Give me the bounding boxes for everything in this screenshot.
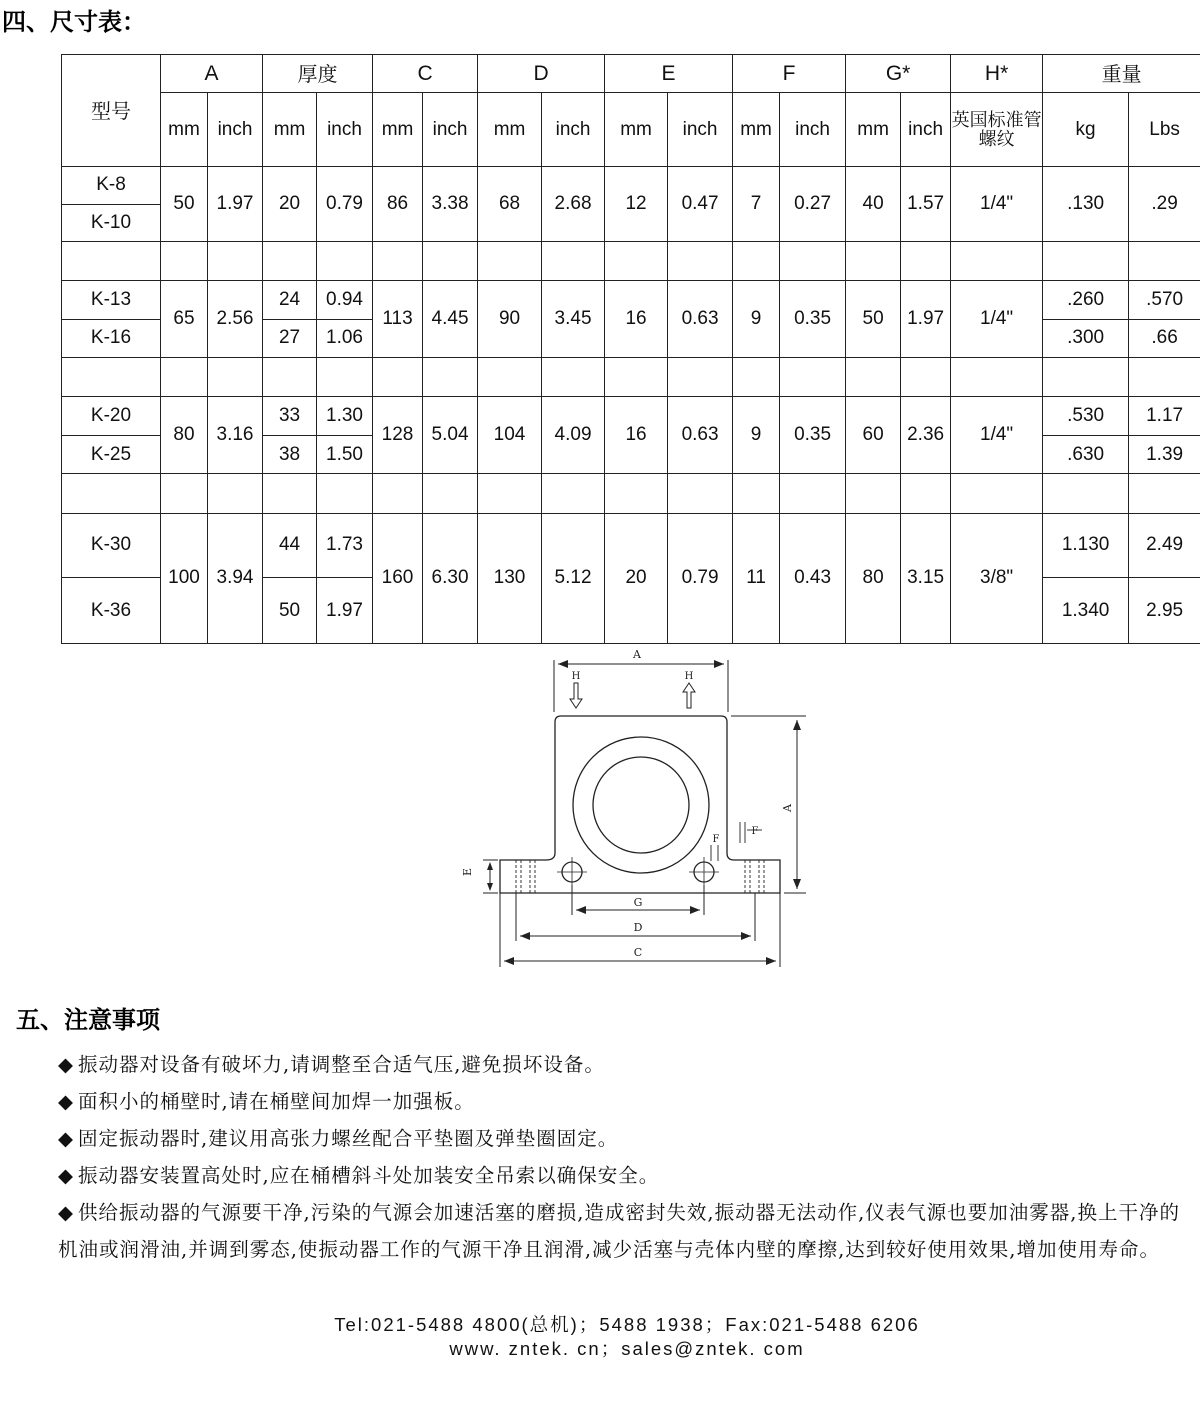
thickness-mm: 33: [263, 397, 317, 435]
empty-cell: [423, 241, 478, 280]
g-inch: 1.97: [901, 281, 951, 358]
note-text: 振动器安装置高处时,应在桶槽斜斗处加装安全吊索以确保安全。: [78, 1164, 660, 1187]
weight-kg: .130: [1043, 167, 1129, 242]
c-mm: 113: [373, 281, 423, 358]
dim-label-h-left: H: [571, 671, 581, 682]
empty-cell: [1043, 241, 1129, 280]
e-inch: 0.79: [668, 513, 733, 643]
model-cell: K-8: [62, 167, 161, 204]
note-text: 振动器对设备有破坏力,请调整至合适气压,避免损坏设备。: [78, 1053, 605, 1076]
spacer-row: [62, 474, 1200, 513]
f-inch: 0.35: [780, 281, 846, 358]
empty-cell: [1043, 474, 1129, 513]
f-inch: 0.27: [780, 167, 846, 242]
dim-label-a-side: A: [781, 804, 794, 812]
model-cell: K-20: [62, 397, 161, 435]
table-row: [62, 93, 1200, 167]
empty-cell: [373, 474, 423, 513]
header-mm: mm: [733, 93, 780, 167]
thickness-inch: 1.06: [317, 319, 373, 357]
header-group: A: [161, 55, 263, 93]
weight-lbs: .570: [1129, 281, 1200, 319]
weight-kg: .260: [1043, 281, 1129, 319]
header-group: 厚度: [263, 55, 373, 93]
header-group: G*: [846, 55, 951, 93]
weight-kg: .630: [1043, 435, 1129, 473]
empty-cell: [668, 241, 733, 280]
empty-cell: [62, 241, 161, 280]
model-cell: K-25: [62, 435, 161, 473]
weight-kg: .530: [1043, 397, 1129, 435]
c-mm: 128: [373, 397, 423, 474]
header-group: 重量: [1043, 55, 1200, 93]
empty-cell: [423, 474, 478, 513]
empty-cell: [733, 358, 780, 397]
a-mm: 65: [161, 281, 208, 358]
d-inch: 2.68: [542, 167, 605, 242]
f-mm: 11: [733, 513, 780, 643]
bore-inner-ring: [593, 757, 689, 853]
e-inch: 0.47: [668, 167, 733, 242]
h-arrow-right-icon: [683, 683, 695, 708]
a-mm: 50: [161, 167, 208, 242]
empty-cell: [62, 474, 161, 513]
header-lbs: Lbs: [1129, 93, 1200, 167]
header-mm: mm: [846, 93, 901, 167]
c-inch: 3.38: [423, 167, 478, 242]
c-inch: 6.30: [423, 513, 478, 643]
d-mm: 90: [478, 281, 542, 358]
empty-cell: [208, 474, 263, 513]
empty-cell: [373, 241, 423, 280]
diamond-bullet-icon: ◆: [58, 1127, 74, 1150]
thickness-mm: 38: [263, 435, 317, 473]
g-mm: 40: [846, 167, 901, 242]
thickness-inch: 1.30: [317, 397, 373, 435]
e-inch: 0.63: [668, 397, 733, 474]
header-inch: inch: [423, 93, 478, 167]
d-mm: 130: [478, 513, 542, 643]
empty-cell: [161, 474, 208, 513]
dim-label-a-top: A: [633, 648, 641, 661]
model-cell: K-30: [62, 513, 161, 578]
a-inch: 1.97: [208, 167, 263, 242]
d-inch: 5.12: [542, 513, 605, 643]
empty-cell: [263, 474, 317, 513]
empty-cell: [901, 358, 951, 397]
weight-kg: 1.340: [1043, 578, 1129, 644]
dimension-table: [61, 54, 1200, 644]
dim-label-e: E: [461, 867, 474, 877]
e-mm: 16: [605, 281, 668, 358]
g-inch: 2.36: [901, 397, 951, 474]
empty-cell: [1129, 358, 1200, 397]
c-inch: 4.45: [423, 281, 478, 358]
thickness-inch: 1.97: [317, 578, 373, 644]
table-row: [62, 55, 1200, 93]
empty-cell: [668, 358, 733, 397]
h-thread: 1/4": [951, 167, 1043, 242]
g-inch: 3.15: [901, 513, 951, 643]
a-mm: 100: [161, 513, 208, 643]
empty-cell: [542, 241, 605, 280]
empty-cell: [542, 358, 605, 397]
d-inch: 3.45: [542, 281, 605, 358]
thickness-mm: 24: [263, 281, 317, 319]
header-model: 型号: [62, 55, 161, 167]
header-group: C: [373, 55, 478, 93]
notes-list: [58, 1046, 1193, 1268]
header-group: D: [478, 55, 605, 93]
header-inch: inch: [780, 93, 846, 167]
h-arrow-left-icon: [570, 683, 582, 708]
c-mm: 160: [373, 513, 423, 643]
note-text: 面积小的桶壁时,请在桶壁间加焊一加强板。: [78, 1090, 475, 1113]
f-mm: 9: [733, 397, 780, 474]
diamond-bullet-icon: ◆: [58, 1201, 74, 1224]
h-thread: 1/4": [951, 281, 1043, 358]
empty-cell: [317, 358, 373, 397]
h-thread: 1/4": [951, 397, 1043, 474]
a-inch: 2.56: [208, 281, 263, 358]
empty-cell: [1043, 358, 1129, 397]
thickness-inch: 0.79: [317, 167, 373, 242]
model-cell: K-16: [62, 319, 161, 357]
empty-cell: [1129, 241, 1200, 280]
empty-cell: [846, 358, 901, 397]
weight-lbs: .66: [1129, 319, 1200, 357]
empty-cell: [951, 241, 1043, 280]
header-inch: inch: [668, 93, 733, 167]
weight-kg: 1.130: [1043, 513, 1129, 578]
thickness-mm: 44: [263, 513, 317, 578]
empty-cell: [423, 358, 478, 397]
c-inch: 5.04: [423, 397, 478, 474]
empty-cell: [263, 358, 317, 397]
f-inch: 0.35: [780, 397, 846, 474]
section-5-title: 五、注意事项: [16, 1005, 160, 1034]
model-cell: K-10: [62, 204, 161, 241]
e-mm: 12: [605, 167, 668, 242]
empty-cell: [1129, 474, 1200, 513]
dim-label-f-outer: F: [751, 826, 759, 837]
weight-lbs: 2.95: [1129, 578, 1200, 644]
empty-cell: [951, 358, 1043, 397]
empty-cell: [373, 358, 423, 397]
a-inch: 3.16: [208, 397, 263, 474]
empty-cell: [605, 358, 668, 397]
empty-cell: [733, 474, 780, 513]
empty-cell: [161, 241, 208, 280]
empty-cell: [478, 241, 542, 280]
note-text: 供给振动器的气源要干净,污染的气源会加速活塞的磨损,造成密封失效,振动器无法动作,仪表气源也要加油雾器,换上干净的机油或润滑油,并调到雾态,使振动器工作的气源干净且润滑,减少活塞与壳体内壁的摩擦,达到较好使用效果,增加使用寿命。: [58, 1201, 1180, 1261]
empty-cell: [208, 241, 263, 280]
empty-cell: [605, 474, 668, 513]
weight-lbs: .29: [1129, 167, 1200, 242]
f-inch: 0.43: [780, 513, 846, 643]
header-inch: inch: [542, 93, 605, 167]
section-4-title: 四、尺寸表：: [2, 7, 146, 36]
h-thread: 3/8": [951, 513, 1043, 643]
note-item: [58, 1083, 1193, 1120]
f-mm: 9: [733, 281, 780, 358]
empty-cell: [542, 474, 605, 513]
dim-label-g: G: [633, 896, 643, 909]
table-row: [62, 513, 1200, 578]
empty-cell: [668, 474, 733, 513]
header-inch: inch: [317, 93, 373, 167]
e-inch: 0.63: [668, 281, 733, 358]
thickness-inch: 1.50: [317, 435, 373, 473]
header-mm: mm: [478, 93, 542, 167]
empty-cell: [780, 358, 846, 397]
empty-cell: [478, 474, 542, 513]
note-text: 固定振动器时,建议用高张力螺丝配合平垫圈及弹垫圈固定。: [78, 1127, 619, 1150]
d-mm: 104: [478, 397, 542, 474]
weight-kg: .300: [1043, 319, 1129, 357]
e-mm: 16: [605, 397, 668, 474]
empty-cell: [263, 241, 317, 280]
empty-cell: [605, 241, 668, 280]
header-group: E: [605, 55, 733, 93]
dim-label-f-inner: F: [712, 834, 720, 845]
d-inch: 4.09: [542, 397, 605, 474]
header-group: H*: [951, 55, 1043, 93]
header-mm: mm: [161, 93, 208, 167]
header-mm: mm: [263, 93, 317, 167]
model-cell: K-13: [62, 281, 161, 319]
weight-lbs: 2.49: [1129, 513, 1200, 578]
contact-phone: Tel:021-5488 4800(总机)；5488 1938；Fax:021-5488 6206: [334, 1314, 920, 1335]
e-mm: 20: [605, 513, 668, 643]
note-item: [58, 1157, 1193, 1194]
thickness-mm: 50: [263, 578, 317, 644]
header-group: F: [733, 55, 846, 93]
empty-cell: [951, 474, 1043, 513]
dim-label-h-right: H: [684, 671, 694, 682]
empty-cell: [846, 474, 901, 513]
spacer-row: [62, 358, 1200, 397]
spacer-row: [62, 241, 1200, 280]
empty-cell: [780, 474, 846, 513]
f-mm: 7: [733, 167, 780, 242]
thickness-mm: 27: [263, 319, 317, 357]
vibrator-dimension-drawing: [450, 645, 820, 970]
c-mm: 86: [373, 167, 423, 242]
weight-lbs: 1.39: [1129, 435, 1200, 473]
diamond-bullet-icon: ◆: [58, 1164, 74, 1187]
header-mm: mm: [605, 93, 668, 167]
body-outline: [500, 716, 780, 893]
diamond-bullet-icon: ◆: [58, 1053, 74, 1076]
diamond-bullet-icon: ◆: [58, 1090, 74, 1113]
weight-lbs: 1.17: [1129, 397, 1200, 435]
header-kg: kg: [1043, 93, 1129, 167]
d-mm: 68: [478, 167, 542, 242]
a-inch: 3.94: [208, 513, 263, 643]
thickness-inch: 0.94: [317, 281, 373, 319]
g-mm: 80: [846, 513, 901, 643]
empty-cell: [901, 241, 951, 280]
empty-cell: [317, 474, 373, 513]
dim-label-c: C: [633, 946, 643, 959]
header-inch: inch: [208, 93, 263, 167]
empty-cell: [478, 358, 542, 397]
g-inch: 1.57: [901, 167, 951, 242]
empty-cell: [780, 241, 846, 280]
table-row: [62, 397, 1200, 435]
empty-cell: [62, 358, 161, 397]
empty-cell: [846, 241, 901, 280]
table-row: [62, 281, 1200, 319]
note-item: [58, 1194, 1193, 1268]
note-item: [58, 1120, 1193, 1157]
note-item: [58, 1046, 1193, 1083]
thickness-mm: 20: [263, 167, 317, 242]
empty-cell: [901, 474, 951, 513]
a-mm: 80: [161, 397, 208, 474]
dim-label-d: D: [633, 921, 643, 934]
model-cell: K-36: [62, 578, 161, 644]
empty-cell: [208, 358, 263, 397]
table-row: [62, 167, 1200, 204]
thickness-inch: 1.73: [317, 513, 373, 578]
header-inch: inch: [901, 93, 951, 167]
empty-cell: [733, 241, 780, 280]
contact-web: www. zntek. cn；sales@zntek. com: [449, 1338, 805, 1359]
empty-cell: [317, 241, 373, 280]
header-mm: mm: [373, 93, 423, 167]
header-thread-standard: 英国标准管螺纹: [951, 93, 1043, 167]
g-mm: 50: [846, 281, 901, 358]
g-mm: 60: [846, 397, 901, 474]
empty-cell: [161, 358, 208, 397]
